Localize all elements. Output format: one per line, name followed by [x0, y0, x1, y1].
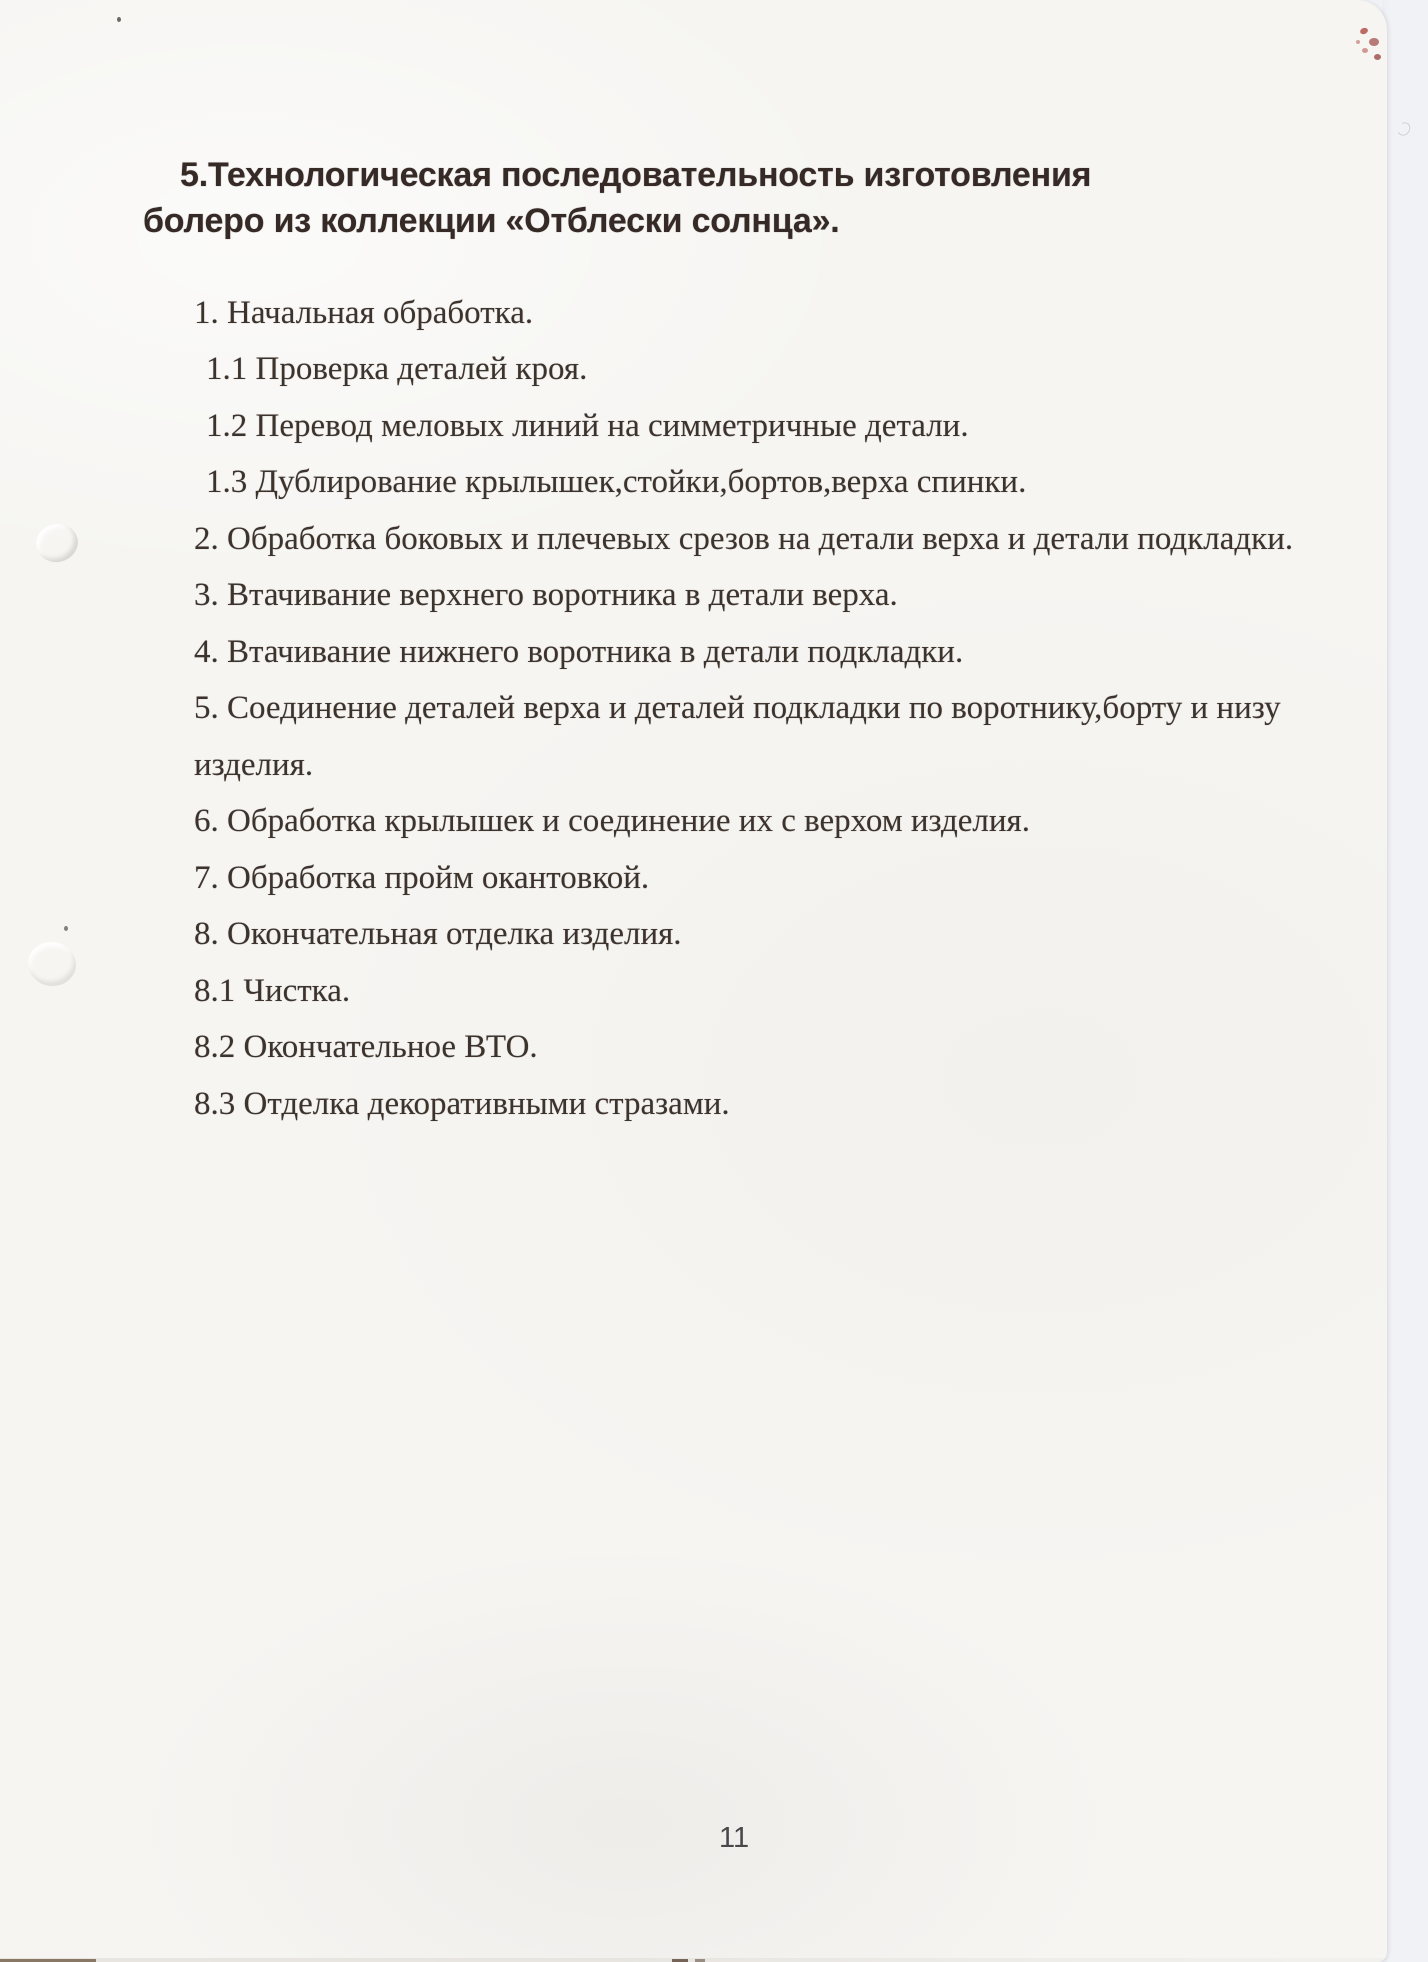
document-line: 8. Окончательная отделка изделия.	[194, 916, 682, 953]
document-line: 8.1 Чистка.	[194, 972, 351, 1009]
document-line: 1.3 Дублирование крылышек,стойки,бортов,верха спинки.	[206, 464, 1027, 501]
heading-line-2: болеро из коллекции «Отблески солнца».	[143, 202, 840, 240]
document-line: 7. Обработка пройм окантовкой.	[194, 859, 650, 896]
red-ink-smudge	[1352, 26, 1386, 68]
document-heading	[143, 152, 1091, 244]
document-line: 1.2 Перевод меловых линий на симметричные детали.	[206, 407, 969, 444]
procedure-list	[194, 285, 1344, 1133]
paper-emboss-mark	[25, 939, 79, 989]
document-line: 1. Начальная обработка.	[194, 294, 534, 331]
document-line: 2. Обработка боковых и плечевых срезов на детали верха и детали подкладки.	[194, 520, 1294, 557]
bottom-scan-edge	[0, 1958, 1387, 1962]
document-line: изделия.	[194, 746, 314, 783]
document-line: 5. Соединение деталей верха и деталей подкладки по воротнику,борту и низу	[194, 690, 1281, 727]
document-line: 8.2 Окончательное ВТО.	[194, 1029, 538, 1066]
scan-speck	[1396, 120, 1412, 137]
page-number: 11	[719, 1822, 750, 1854]
document-line: 8.3 Отделка декоративными стразами.	[194, 1085, 730, 1122]
document-line: 6. Обработка крылышек и соединение их с верхом изделия.	[194, 803, 1030, 840]
scanner-bed-edge	[1382, 0, 1428, 1962]
heading-line-1: 5.Технологическая последовательность изготовления	[180, 156, 1092, 194]
document-line: 3. Втачивание верхнего воротника в детали верха.	[194, 577, 898, 614]
scan-speck	[117, 17, 121, 22]
scan-speck	[64, 926, 68, 931]
paper-emboss-mark	[33, 520, 82, 566]
document-line: 1.1 Проверка деталей кроя.	[206, 351, 588, 388]
document-line: 4. Втачивание нижнего воротника в детали подкладки.	[194, 633, 964, 670]
